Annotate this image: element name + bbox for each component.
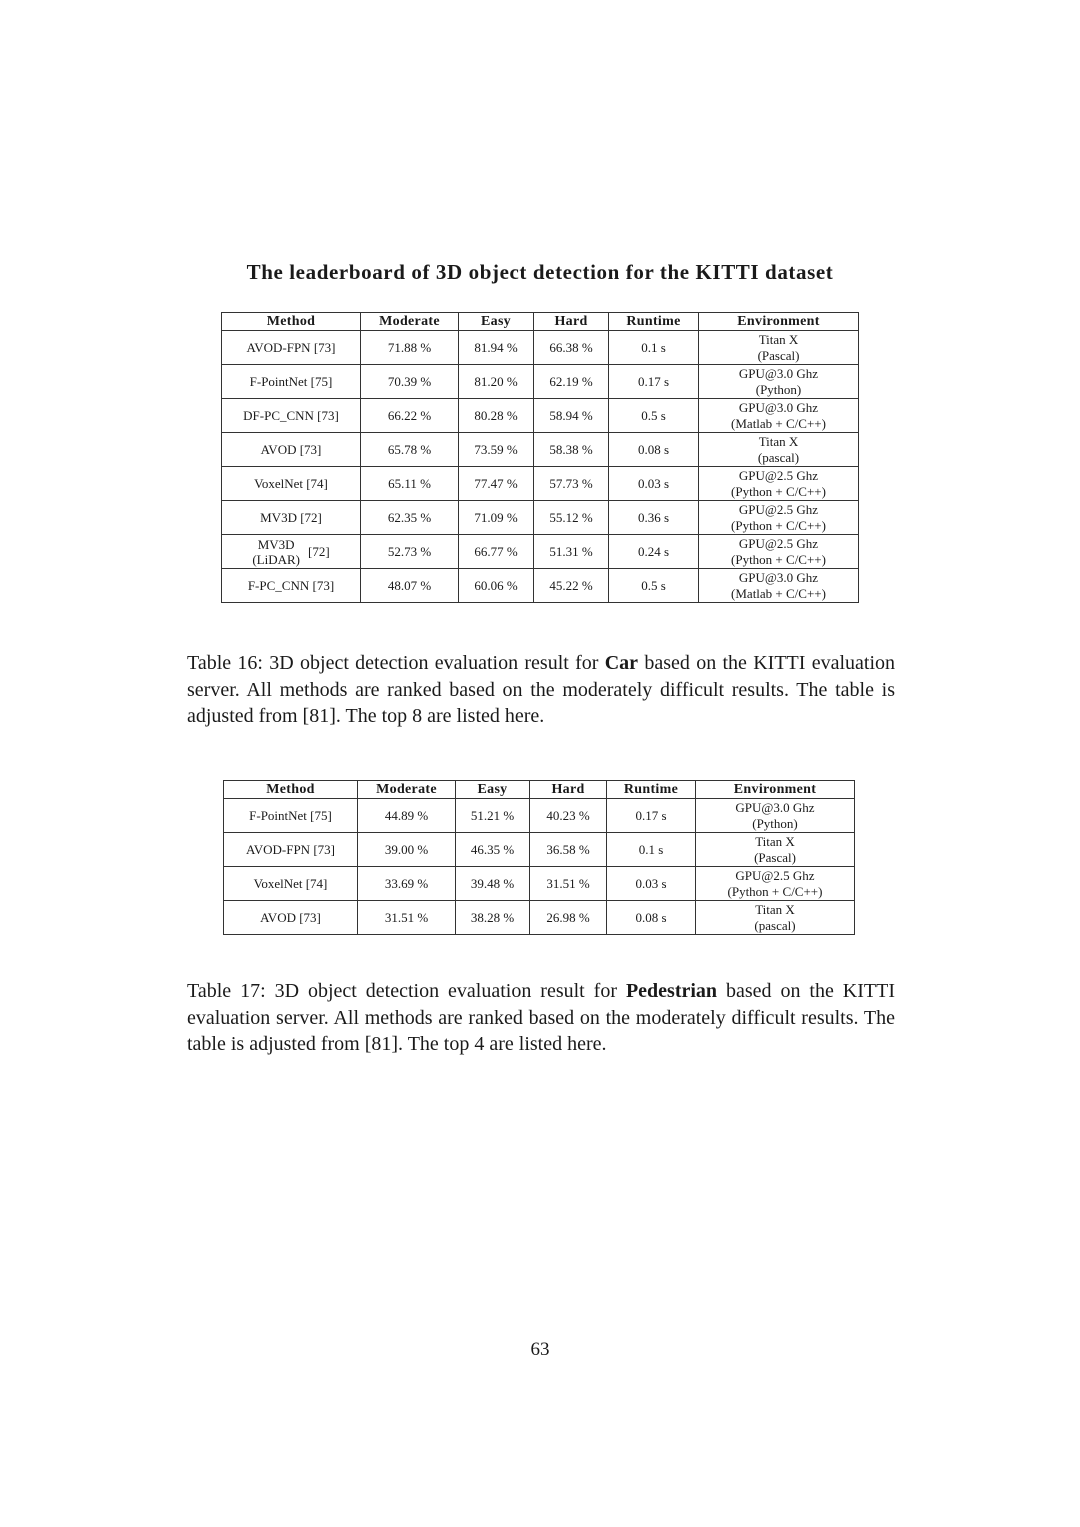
col-header-runtime: Runtime — [609, 313, 699, 331]
table-17-caption — [187, 978, 895, 1058]
environment-line-2: (Python + C/C++) — [731, 483, 826, 499]
col-header-runtime: Runtime — [607, 781, 696, 799]
method-cell: DF-PC_CNN [73] — [222, 399, 361, 433]
environment-cell — [699, 399, 859, 433]
table-16-caption — [187, 650, 895, 730]
environment-cell — [699, 365, 859, 399]
table-row — [224, 901, 855, 935]
table-header-row — [222, 313, 859, 331]
environment-line-2: (Python + C/C++) — [731, 551, 826, 567]
easy-cell: 38.28 % — [456, 901, 530, 935]
table-row — [222, 365, 859, 399]
hard-cell: 55.12 % — [534, 501, 609, 535]
environment-cell — [699, 569, 859, 603]
environment-line-1: GPU@2.5 Ghz — [738, 467, 819, 483]
hard-cell: 26.98 % — [530, 901, 607, 935]
easy-cell: 77.47 % — [459, 467, 534, 501]
method-cell: AVOD-FPN [73] — [222, 331, 361, 365]
col-header-moderate: Moderate — [358, 781, 456, 799]
environment-line-1: GPU@3.0 Ghz — [738, 365, 819, 381]
environment-line-1: Titan X — [755, 833, 795, 849]
method-cell: VoxelNet [74] — [224, 867, 358, 901]
col-header-environment: Environment — [696, 781, 855, 799]
runtime-cell: 0.17 s — [609, 365, 699, 399]
easy-cell: 71.09 % — [459, 501, 534, 535]
col-header-moderate: Moderate — [361, 313, 459, 331]
table-row — [222, 331, 859, 365]
col-header-method: Method — [222, 313, 361, 331]
col-header-environment: Environment — [699, 313, 859, 331]
col-header-method: Method — [224, 781, 358, 799]
method-reference: [72] — [308, 544, 330, 559]
environment-line-1: GPU@3.0 Ghz — [735, 799, 815, 815]
method-cell: VoxelNet [74] — [222, 467, 361, 501]
table-header-row — [224, 781, 855, 799]
runtime-cell: 0.1 s — [609, 331, 699, 365]
environment-line-2: (Python) — [752, 815, 798, 831]
hard-cell: 58.38 % — [534, 433, 609, 467]
caption-text: Table 16: 3D object detection evaluation result for — [187, 652, 605, 674]
leaderboard-heading: The leaderboard of 3D object detection for the KITTI dataset — [246, 260, 834, 284]
table-row — [224, 799, 855, 833]
moderate-cell: 71.88 % — [361, 331, 459, 365]
hard-cell: 36.58 % — [530, 833, 607, 867]
moderate-cell: 66.22 % — [361, 399, 459, 433]
runtime-cell: 0.36 s — [609, 501, 699, 535]
hard-cell: 58.94 % — [534, 399, 609, 433]
runtime-cell: 0.24 s — [609, 535, 699, 569]
table-16-car-results — [221, 312, 859, 603]
method-name-line-2: (LiDAR) — [252, 551, 300, 567]
hard-cell: 66.38 % — [534, 331, 609, 365]
runtime-cell: 0.03 s — [609, 467, 699, 501]
method-cell: AVOD-FPN [73] — [224, 833, 358, 867]
easy-cell: 81.94 % — [459, 331, 534, 365]
col-header-hard: Hard — [534, 313, 609, 331]
environment-line-2: (Matlab + C/C++) — [731, 585, 826, 601]
environment-line-1: Titan X — [758, 331, 799, 347]
table-row — [222, 501, 859, 535]
caption-text: Table 17: 3D object detection evaluation result for — [187, 980, 626, 1002]
moderate-cell: 39.00 % — [358, 833, 456, 867]
runtime-cell: 0.5 s — [609, 569, 699, 603]
table-17-pedestrian-results — [223, 780, 855, 935]
environment-cell — [699, 467, 859, 501]
environment-line-1: GPU@2.5 Ghz — [738, 501, 819, 517]
caption-text: based on the KITTI evaluation server. All methods are ranked based on the moderately difficult results. The table is adjusted from [81]. The top 4 are listed here. — [187, 980, 895, 1055]
moderate-cell: 48.07 % — [361, 569, 459, 603]
easy-cell: 73.59 % — [459, 433, 534, 467]
table-row — [222, 467, 859, 501]
table-row — [222, 535, 859, 569]
easy-cell: 66.77 % — [459, 535, 534, 569]
environment-line-1: Titan X — [758, 433, 799, 449]
environment-line-1: Titan X — [755, 901, 795, 917]
caption-category: Pedestrian — [625, 980, 718, 1002]
environment-line-1: GPU@3.0 Ghz — [738, 399, 819, 415]
environment-cell — [699, 433, 859, 467]
easy-cell: 80.28 % — [459, 399, 534, 433]
runtime-cell: 0.08 s — [607, 901, 696, 935]
environment-line-2: (Python + C/C++) — [731, 517, 826, 533]
hard-cell: 62.19 % — [534, 365, 609, 399]
environment-line-1: GPU@2.5 Ghz — [738, 535, 819, 551]
table-row — [224, 833, 855, 867]
moderate-cell: 70.39 % — [361, 365, 459, 399]
method-cell: F-PC_CNN [73] — [222, 569, 361, 603]
method-name-line-1: MV3D — [257, 536, 295, 552]
method-cell — [222, 535, 361, 569]
hard-cell: 45.22 % — [534, 569, 609, 603]
environment-line-2: (Pascal) — [757, 347, 800, 363]
moderate-cell: 62.35 % — [361, 501, 459, 535]
method-cell: F-PointNet [75] — [222, 365, 361, 399]
environment-line-2: (pascal) — [757, 449, 800, 465]
environment-line-1: GPU@2.5 Ghz — [735, 867, 815, 883]
environment-cell — [696, 799, 855, 833]
easy-cell: 39.48 % — [456, 867, 530, 901]
caption-category: Car — [604, 652, 639, 674]
environment-line-2: (Pascal) — [754, 849, 796, 865]
environment-line-2: (Matlab + C/C++) — [731, 415, 826, 431]
environment-line-2: (pascal) — [754, 917, 796, 933]
runtime-cell: 0.1 s — [607, 833, 696, 867]
runtime-cell: 0.03 s — [607, 867, 696, 901]
easy-cell: 51.21 % — [456, 799, 530, 833]
method-cell: AVOD [73] — [222, 433, 361, 467]
environment-line-2: (Python) — [755, 381, 802, 397]
method-cell: AVOD [73] — [224, 901, 358, 935]
moderate-cell: 31.51 % — [358, 901, 456, 935]
environment-cell — [699, 331, 859, 365]
environment-cell — [699, 501, 859, 535]
hard-cell: 51.31 % — [534, 535, 609, 569]
runtime-cell: 0.5 s — [609, 399, 699, 433]
moderate-cell: 52.73 % — [361, 535, 459, 569]
moderate-cell: 33.69 % — [358, 867, 456, 901]
col-header-easy: Easy — [459, 313, 534, 331]
caption-text: based on the KITTI evaluation server. All methods are ranked based on the moderately difficult results. The table is adjusted from [81]. The top 8 are listed here. — [187, 652, 896, 727]
environment-cell — [696, 867, 855, 901]
easy-cell: 81.20 % — [459, 365, 534, 399]
hard-cell: 57.73 % — [534, 467, 609, 501]
moderate-cell: 65.78 % — [361, 433, 459, 467]
environment-cell — [696, 833, 855, 867]
hard-cell: 40.23 % — [530, 799, 607, 833]
hard-cell: 31.51 % — [530, 867, 607, 901]
environment-line-2: (Python + C/C++) — [727, 883, 823, 899]
table-row — [224, 867, 855, 901]
runtime-cell: 0.17 s — [607, 799, 696, 833]
easy-cell: 60.06 % — [459, 569, 534, 603]
page-number: 63 — [530, 1339, 550, 1360]
moderate-cell: 65.11 % — [361, 467, 459, 501]
col-header-easy: Easy — [456, 781, 530, 799]
table-row — [222, 433, 859, 467]
moderate-cell: 44.89 % — [358, 799, 456, 833]
environment-cell — [696, 901, 855, 935]
table-row — [222, 399, 859, 433]
easy-cell: 46.35 % — [456, 833, 530, 867]
method-cell: MV3D [72] — [222, 501, 361, 535]
runtime-cell: 0.08 s — [609, 433, 699, 467]
table-row — [222, 569, 859, 603]
environment-line-1: GPU@3.0 Ghz — [738, 569, 819, 585]
method-cell: F-PointNet [75] — [224, 799, 358, 833]
col-header-hard: Hard — [530, 781, 607, 799]
environment-cell — [699, 535, 859, 569]
